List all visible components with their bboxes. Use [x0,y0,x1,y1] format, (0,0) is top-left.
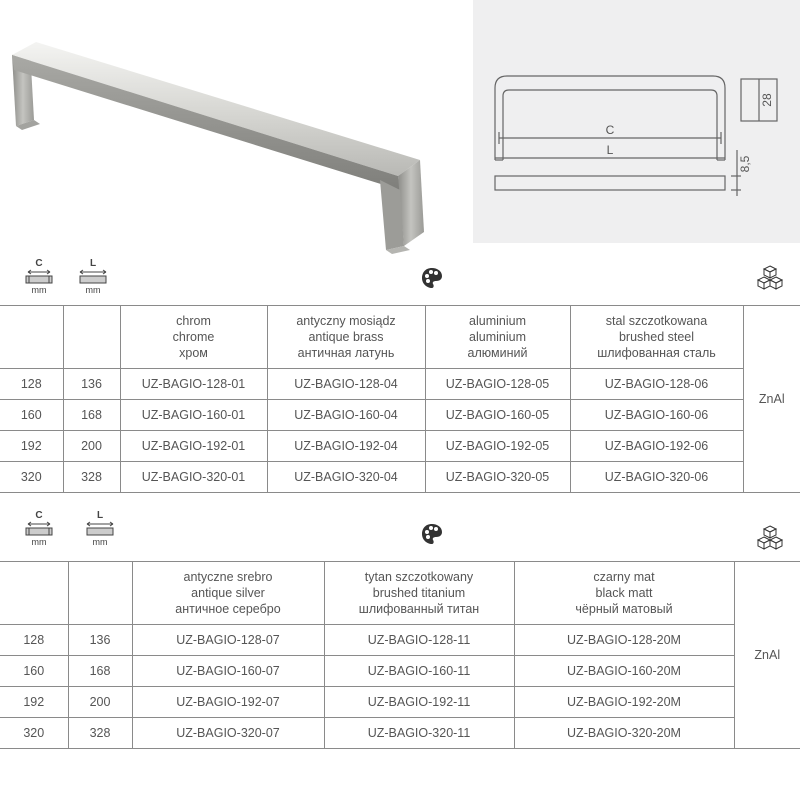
finish-header-cell: antyczne srebro antique silver античное серебро [132,562,324,625]
l-letter: L [89,258,97,269]
palette-icon [420,266,444,290]
l-value: 136 [68,625,132,656]
c-value: 320 [0,718,68,749]
header-c-cell [0,562,68,625]
product-code: UZ-BAGIO-128-05 [425,369,570,400]
product-code: UZ-BAGIO-320-11 [324,718,514,749]
l-value: 168 [63,400,120,431]
c-value: 160 [0,656,68,687]
dimension-l-icon [78,258,108,296]
finish-header-cell: stal szczotkowana brushed steel шлифованная сталь [570,306,743,369]
product-code: UZ-BAGIO-192-04 [267,431,425,462]
l-value: 200 [63,431,120,462]
l-value: 200 [68,687,132,718]
legend-row-1 [0,258,800,298]
dimension-l-icon [85,510,115,548]
product-code: UZ-BAGIO-160-20M [514,656,734,687]
c-letter: C [35,510,43,521]
table-row [0,687,800,718]
c-value: 320 [0,462,63,493]
finish-header-cell: chrom chrome хром [120,306,267,369]
thickness-value: 8,5 [738,155,752,173]
product-code: UZ-BAGIO-192-06 [570,431,743,462]
c-value: 128 [0,625,68,656]
product-code: UZ-BAGIO-128-07 [132,625,324,656]
product-code: UZ-BAGIO-160-05 [425,400,570,431]
cubes-icon [756,264,784,292]
dimension-c-label: C [605,123,615,137]
product-code: UZ-BAGIO-128-20M [514,625,734,656]
spec-table-1 [0,305,800,493]
l-value: 168 [68,656,132,687]
header-l-cell [68,562,132,625]
product-code: UZ-BAGIO-128-04 [267,369,425,400]
finish-header-cell: antyczny mosiądz antique brass античная латунь [267,306,425,369]
product-code: UZ-BAGIO-320-04 [267,462,425,493]
l-value: 328 [68,718,132,749]
header-l-cell [63,306,120,369]
legend-row-2 [0,510,800,550]
table-row [0,625,800,656]
product-code: UZ-BAGIO-192-05 [425,431,570,462]
table-row [0,431,800,462]
c-unit: mm [31,537,47,547]
table-row [0,462,800,493]
spec-table-2 [0,561,800,749]
finish-header-cell: aluminium aluminium алюминий [425,306,570,369]
table-header [0,306,800,369]
dimension-l-label: L [606,143,614,157]
product-photo [0,20,440,260]
product-code: UZ-BAGIO-320-07 [132,718,324,749]
table-row [0,400,800,431]
technical-drawing [473,0,800,243]
header-c-cell [0,306,63,369]
product-code: UZ-BAGIO-128-01 [120,369,267,400]
product-code: UZ-BAGIO-160-07 [132,656,324,687]
l-unit: mm [92,537,108,547]
product-code: UZ-BAGIO-160-11 [324,656,514,687]
height-value: 28 [760,93,774,107]
handle-illustration [0,20,440,260]
table-row [0,718,800,749]
product-code: UZ-BAGIO-160-01 [120,400,267,431]
product-code: UZ-BAGIO-160-04 [267,400,425,431]
table-row [0,656,800,687]
table-row [0,369,800,400]
dimension-c-icon [24,510,54,548]
product-code: UZ-BAGIO-128-11 [324,625,514,656]
l-letter: L [96,510,104,521]
product-code: UZ-BAGIO-192-20M [514,687,734,718]
product-code: UZ-BAGIO-128-06 [570,369,743,400]
dimension-c-icon [24,258,54,296]
l-unit: mm [85,285,101,295]
product-code: UZ-BAGIO-320-20M [514,718,734,749]
product-code: UZ-BAGIO-320-06 [570,462,743,493]
product-code: UZ-BAGIO-320-01 [120,462,267,493]
c-unit: mm [31,285,47,295]
cubes-icon [756,524,784,552]
finish-header-cell: tytan szczotkowany brushed titanium шлифованный титан [324,562,514,625]
product-code: UZ-BAGIO-192-01 [120,431,267,462]
palette-icon [420,522,444,546]
finish-header-cell: czarny mat black matt чёрный матовый [514,562,734,625]
product-code: UZ-BAGIO-320-05 [425,462,570,493]
product-code: UZ-BAGIO-192-07 [132,687,324,718]
c-value: 192 [0,687,68,718]
c-value: 160 [0,400,63,431]
l-value: 136 [63,369,120,400]
l-value: 328 [63,462,120,493]
material-cell: ZnAl [734,562,800,749]
product-code: UZ-BAGIO-160-06 [570,400,743,431]
table-header [0,562,800,625]
material-cell: ZnAl [743,306,800,493]
c-letter: C [35,258,43,269]
dimension-drawing [473,0,800,243]
c-value: 128 [0,369,63,400]
c-value: 192 [0,431,63,462]
product-code: UZ-BAGIO-192-11 [324,687,514,718]
